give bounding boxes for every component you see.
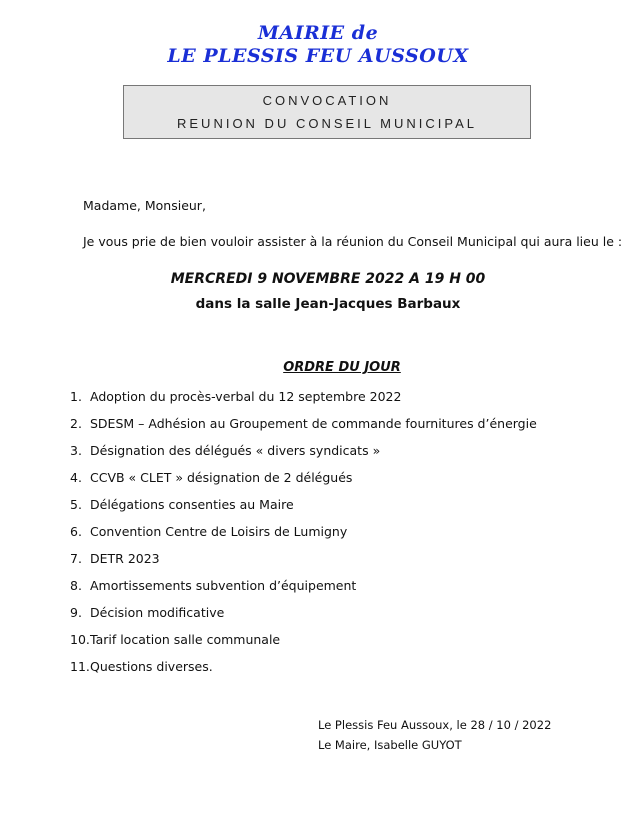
agenda-item-number: 11. — [70, 659, 90, 674]
agenda-item — [70, 659, 537, 686]
agenda-item-number: 5. — [70, 497, 82, 512]
agenda-item-number: 4. — [70, 470, 82, 485]
agenda-item-text: Amortissements subvention d’équipement — [90, 578, 357, 593]
meeting-date: MERCREDI 9 NOVEMBRE 2022 A 19 H 00 — [170, 271, 486, 287]
agenda-item — [70, 551, 537, 578]
agenda-item-number: 10. — [70, 632, 90, 647]
agenda-item — [70, 497, 537, 524]
agenda-item — [70, 470, 537, 497]
intro-text: Je vous prie de bien vouloir assister à la réunion du Conseil Municipal qui aura lieu le : — [83, 234, 623, 249]
agenda-item — [70, 524, 537, 551]
agenda-title: ORDRE DU JOUR — [283, 360, 401, 375]
agenda-item-text: Délégations consenties au Maire — [90, 497, 294, 512]
agenda-item-text: SDESM – Adhésion au Groupement de commande fournitures d’énergie — [90, 416, 537, 431]
convocation-box — [123, 85, 531, 139]
agenda-item-text: Désignation des délégués « divers syndicats » — [90, 443, 381, 458]
agenda-item-text: Convention Centre de Loisirs de Lumigny — [90, 524, 348, 539]
agenda-item — [70, 416, 537, 443]
agenda-item-text: DETR 2023 — [90, 551, 160, 566]
agenda-item — [70, 443, 537, 470]
agenda-item-number: 3. — [70, 443, 82, 458]
meeting-type-label: REUNION DU CONSEIL MUNICIPAL — [177, 116, 477, 131]
signature-mayor: Le Maire, Isabelle GUYOT — [318, 738, 462, 752]
agenda-item-number: 2. — [70, 416, 82, 431]
agenda-item — [70, 578, 537, 605]
greeting: Madame, Monsieur, — [83, 198, 206, 213]
agenda-item — [70, 389, 537, 416]
mairie-title: MAIRIE de — [257, 22, 379, 44]
agenda-item-number: 1. — [70, 389, 82, 404]
agenda-item-number: 8. — [70, 578, 82, 593]
agenda-item-text: Tarif location salle communale — [90, 632, 281, 647]
agenda-item — [70, 605, 537, 632]
agenda-item-text: Décision modificative — [90, 605, 225, 620]
agenda-list — [70, 389, 537, 686]
agenda-item-text: Adoption du procès-verbal du 12 septembre 2022 — [90, 389, 402, 404]
meeting-venue: dans la salle Jean-Jacques Barbaux — [195, 296, 461, 312]
agenda-item-number: 9. — [70, 605, 82, 620]
commune-name: LE PLESSIS FEU AUSSOUX — [167, 45, 469, 67]
agenda-item-number: 7. — [70, 551, 82, 566]
signature-place-date: Le Plessis Feu Aussoux, le 28 / 10 / 2022 — [318, 718, 552, 732]
agenda-item — [70, 632, 537, 659]
agenda-item-number: 6. — [70, 524, 82, 539]
agenda-item-text: Questions diverses. — [90, 659, 213, 674]
agenda-item-text: CCVB « CLET » désignation de 2 délégués — [90, 470, 353, 485]
convocation-label: CONVOCATION — [262, 93, 392, 108]
